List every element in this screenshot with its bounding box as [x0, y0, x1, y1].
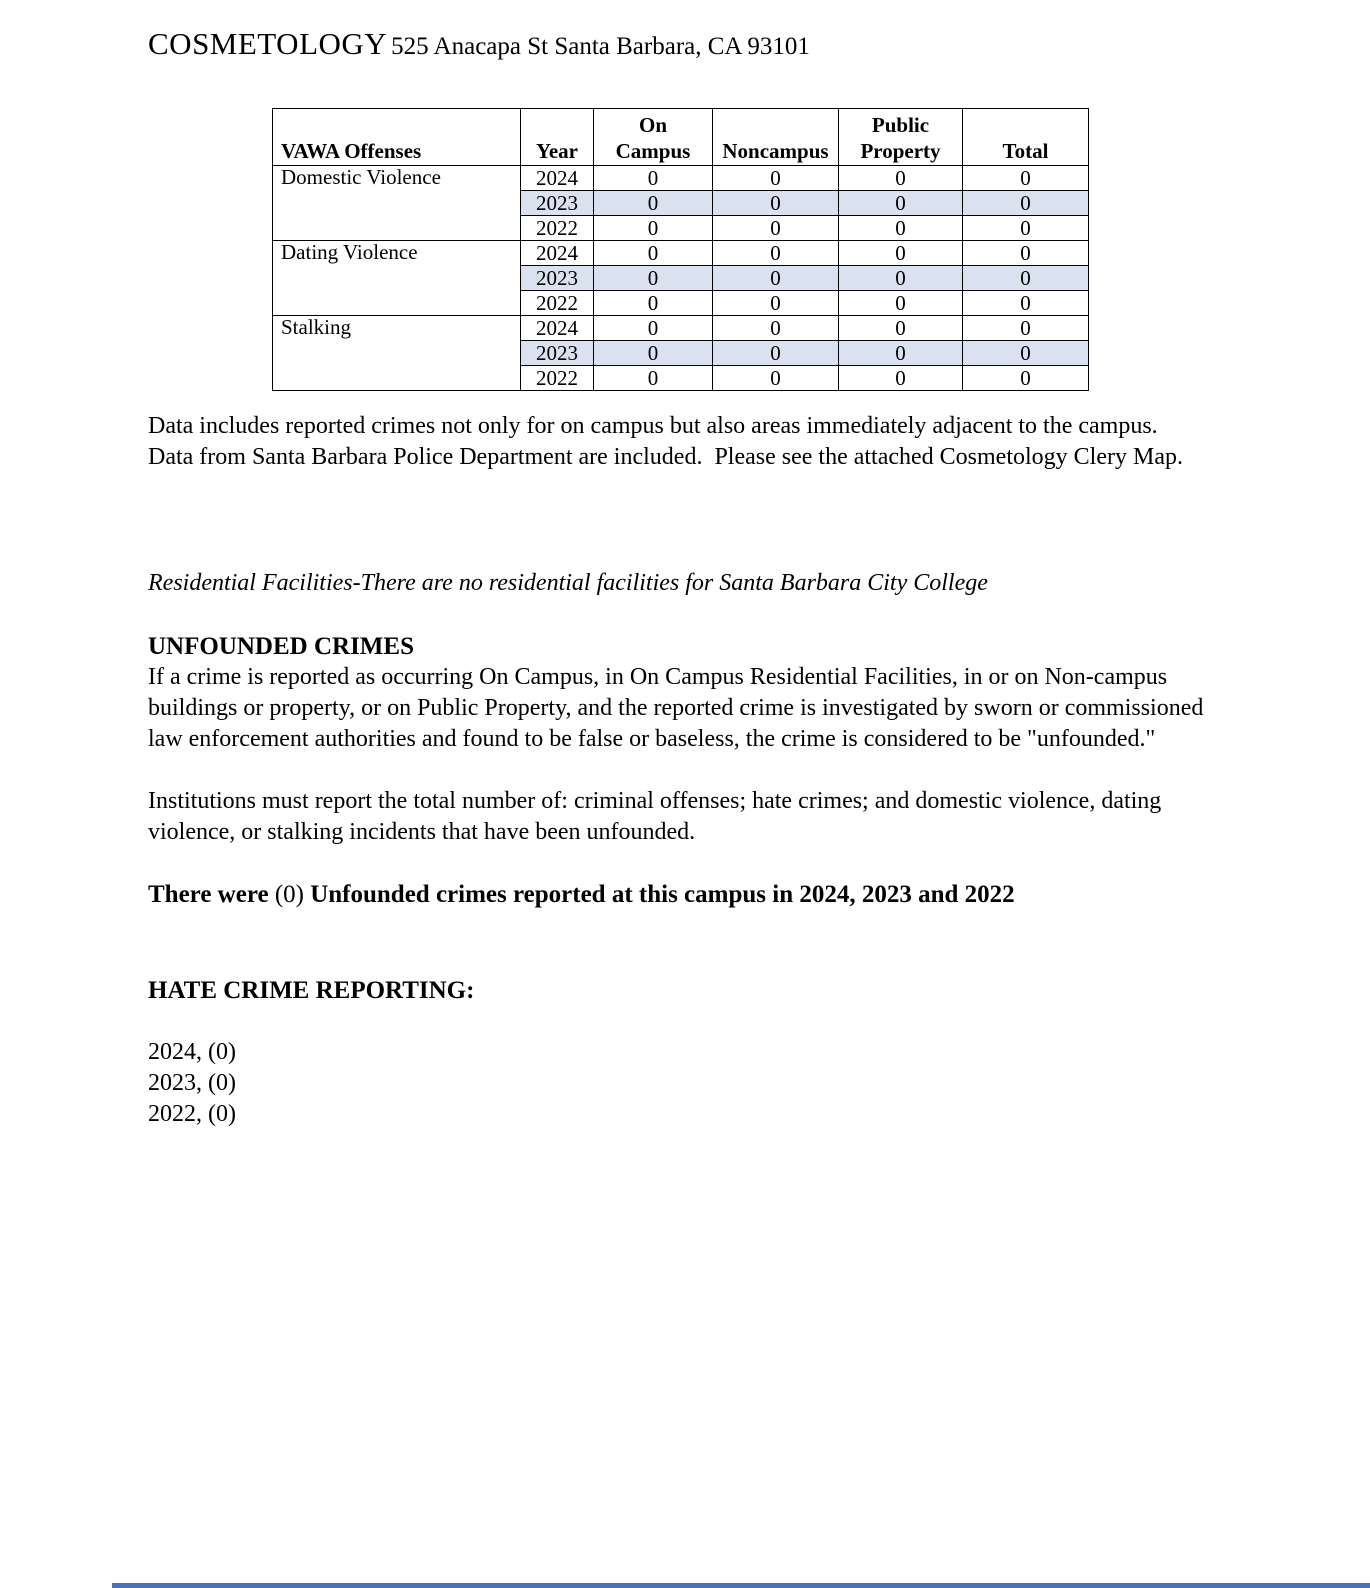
total-cell: 0	[963, 341, 1089, 366]
data-inclusion-note: Data includes reported crimes not only for on campus but also areas immediately adjacent to the campus. Data from Santa Barbara Police Department are included. Please see the attached Cosmetology Clery Map.	[148, 413, 1183, 470]
table-row	[273, 166, 1089, 191]
year-cell: 2024	[521, 166, 594, 191]
noncampus-cell: 0	[713, 316, 839, 341]
hate-crime-heading: HATE CRIME REPORTING:	[148, 977, 475, 1004]
hate-crime-entries	[148, 1037, 1220, 1130]
total-cell: 0	[963, 166, 1089, 191]
noncampus-cell: 0	[713, 366, 839, 391]
column-header-on-campus: On Campus	[594, 109, 713, 166]
on-campus-cell: 0	[594, 166, 713, 191]
on-campus-cell: 0	[594, 216, 713, 241]
next-page-blue-divider	[112, 1583, 1370, 1588]
year-cell: 2023	[521, 266, 594, 291]
noncampus-cell: 0	[713, 241, 839, 266]
column-header-noncampus: Noncampus	[713, 109, 839, 166]
column-header-year: Year	[521, 109, 594, 166]
hate-crime-entry-2024: 2024, (0)	[148, 1039, 236, 1065]
vawa-offenses-table-wrap	[272, 108, 1220, 391]
public-property-cell: 0	[839, 241, 963, 266]
column-header-total: Total	[963, 109, 1089, 166]
year-cell: 2023	[521, 341, 594, 366]
year-cell: 2022	[521, 216, 594, 241]
public-property-cell: 0	[839, 266, 963, 291]
noncampus-cell: 0	[713, 266, 839, 291]
noncampus-cell: 0	[713, 341, 839, 366]
total-cell: 0	[963, 216, 1089, 241]
noncampus-cell: 0	[713, 166, 839, 191]
campus-address: 525 Anacapa St Santa Barbara, CA 93101	[391, 33, 810, 60]
noncampus-cell: 0	[713, 216, 839, 241]
vawa-offenses-table	[272, 108, 1089, 391]
public-property-cell: 0	[839, 191, 963, 216]
column-header-public-property: Public Property	[839, 109, 963, 166]
noncampus-cell: 0	[713, 291, 839, 316]
offense-name-cell: Domestic Violence	[273, 166, 521, 241]
noncampus-cell: 0	[713, 191, 839, 216]
public-property-cell: 0	[839, 216, 963, 241]
total-cell: 0	[963, 241, 1089, 266]
total-cell: 0	[963, 291, 1089, 316]
total-cell: 0	[963, 366, 1089, 391]
column-header-vawa-offenses: VAWA Offenses	[273, 109, 521, 166]
on-campus-cell: 0	[594, 291, 713, 316]
summary-suffix: Unfounded crimes reported at this campus in 2024, 2023 and 2022	[303, 881, 1015, 908]
public-property-cell: 0	[839, 366, 963, 391]
public-property-cell: 0	[839, 291, 963, 316]
year-cell: 2024	[521, 316, 594, 341]
on-campus-cell: 0	[594, 241, 713, 266]
public-property-cell: 0	[839, 316, 963, 341]
year-cell: 2022	[521, 366, 594, 391]
table-row	[273, 241, 1089, 266]
table-header-row	[273, 109, 1089, 166]
page-title: COSMETOLOGY	[148, 26, 388, 61]
document-header	[148, 26, 1220, 62]
on-campus-cell: 0	[594, 191, 713, 216]
hate-crime-entry-2023: 2023, (0)	[148, 1070, 236, 1096]
summary-count: (0)	[274, 881, 304, 908]
year-cell: 2022	[521, 291, 594, 316]
year-cell: 2023	[521, 191, 594, 216]
table-row	[273, 316, 1089, 341]
summary-prefix: There were	[148, 881, 275, 908]
public-property-cell: 0	[839, 166, 963, 191]
hate-crime-entry-2022: 2022, (0)	[148, 1101, 236, 1127]
on-campus-cell: 0	[594, 316, 713, 341]
total-cell: 0	[963, 191, 1089, 216]
residential-facilities-note: Residential Facilities-There are no residential facilities for Santa Barbara City College	[148, 570, 988, 596]
on-campus-cell: 0	[594, 341, 713, 366]
total-cell: 0	[963, 316, 1089, 341]
vawa-table-body	[273, 166, 1089, 391]
on-campus-cell: 0	[594, 366, 713, 391]
on-campus-cell: 0	[594, 266, 713, 291]
offense-name-cell: Stalking	[273, 316, 521, 391]
year-cell: 2024	[521, 241, 594, 266]
total-cell: 0	[963, 266, 1089, 291]
unfounded-definition-paragraph: If a crime is reported as occurring On Campus, in On Campus Residential Facilities, in or on Non-campus buildings or property, or on Public Property, and the reported crime is investigated by sworn or commissioned law enforcement authorities and found to be false or baseless, the crime is considered to be "unfounded."	[148, 664, 1204, 752]
unfounded-crimes-heading: UNFOUNDED CRIMES	[148, 633, 414, 660]
public-property-cell: 0	[839, 341, 963, 366]
offense-name-cell: Dating Violence	[273, 241, 521, 316]
reporting-requirement-paragraph: Institutions must report the total number of: criminal offenses; hate crimes; and domestic violence, dating violence, or stalking incidents that have been unfounded.	[148, 788, 1162, 845]
unfounded-summary-line	[148, 879, 1206, 910]
